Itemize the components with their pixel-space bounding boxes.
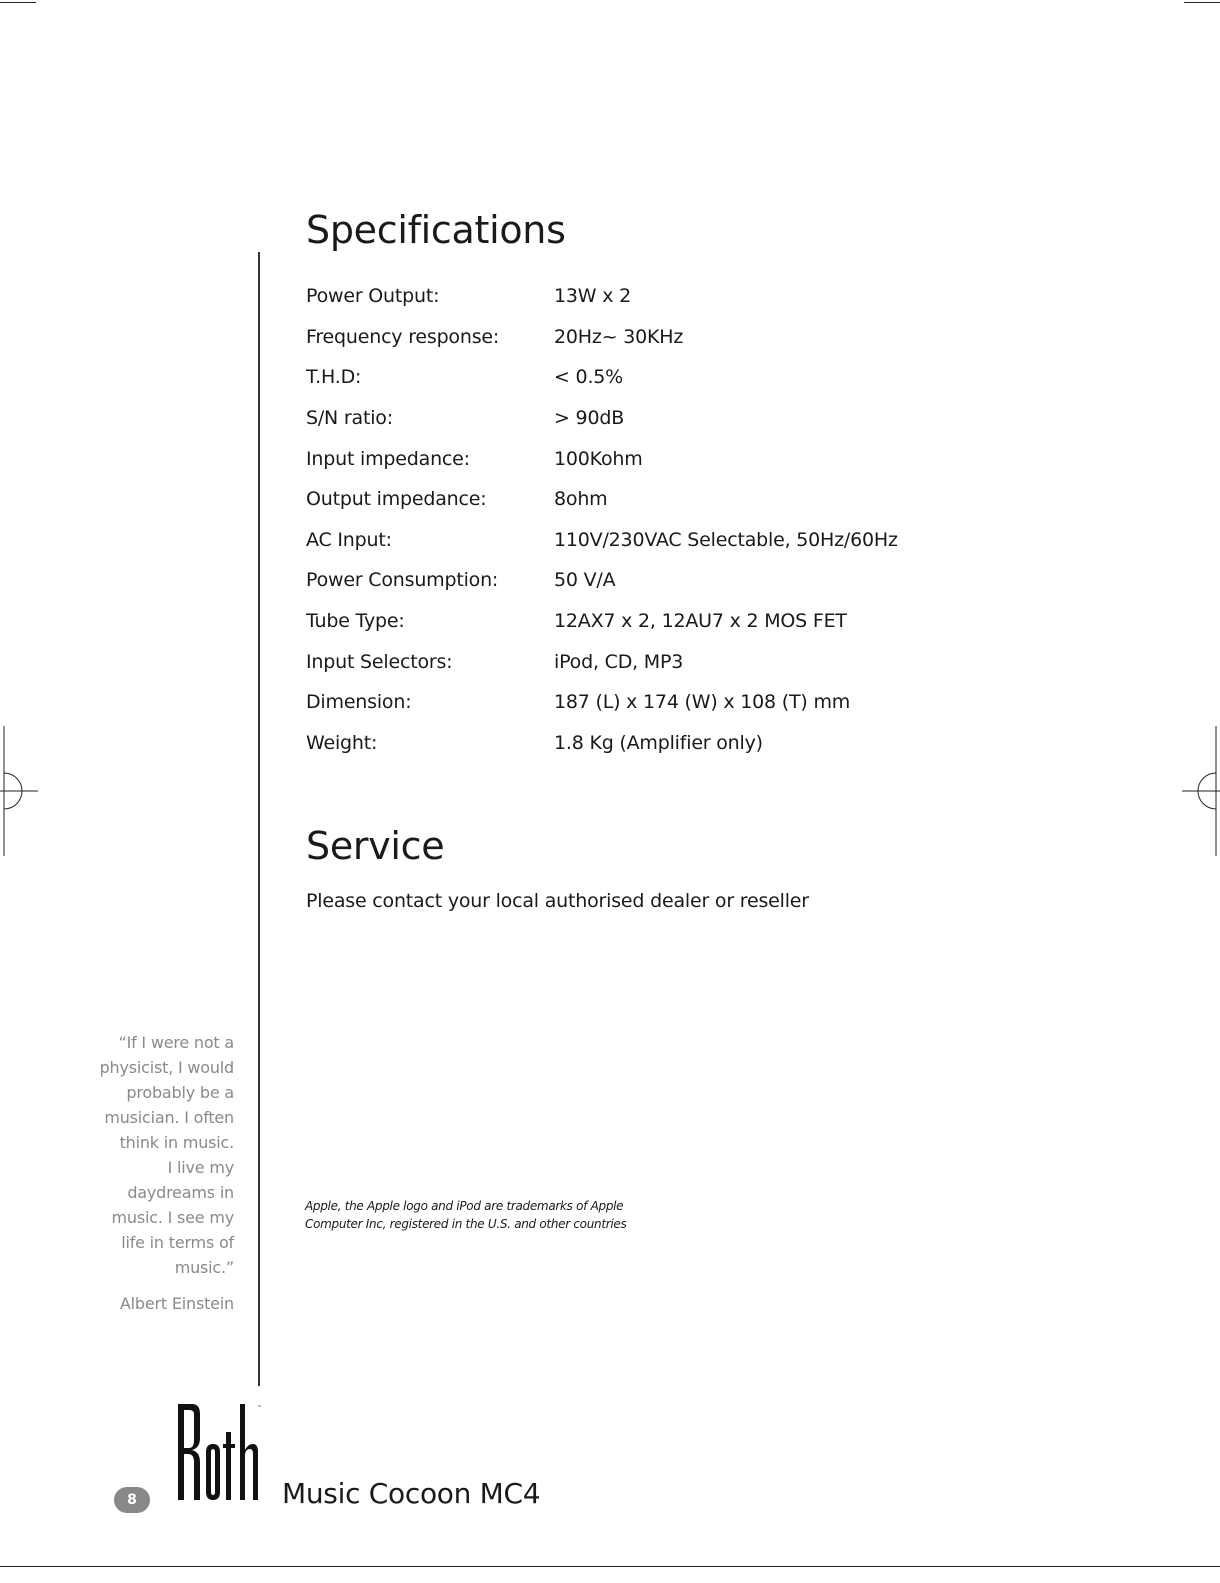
spec-label: Power Output: [306, 285, 440, 308]
trademark-line: Apple, the Apple logo and iPod are trademarks of Apple [305, 1199, 624, 1213]
spec-row [306, 479, 898, 520]
quote-line: life in terms of [121, 1233, 234, 1252]
spec-label: Input impedance: [306, 447, 470, 470]
roth-logo [178, 1404, 262, 1500]
quote-line: music. I see my [111, 1208, 234, 1227]
quote-text [90, 1030, 234, 1280]
registration-mark-left [0, 726, 40, 856]
spec-value: 20Hz~ 30KHz [554, 325, 684, 348]
spec-value: iPod, CD, MP3 [554, 650, 684, 673]
spec-value: 110V/230VAC Selectable, 50Hz/60Hz [554, 528, 898, 551]
crop-mark [0, 1566, 1220, 1567]
spec-label: T.H.D: [306, 366, 362, 389]
spec-value: 1.8 Kg (Amplifier only) [554, 731, 763, 754]
spec-value: 187 (L) x 174 (W) x 108 (T) mm [554, 691, 851, 714]
crop-mark [0, 2, 36, 3]
quote-line: think in music. [119, 1133, 234, 1152]
spec-label: S/N ratio: [306, 407, 393, 430]
spec-row [306, 520, 898, 561]
spec-value: > 90dB [554, 407, 625, 430]
trademark-line: Computer Inc, registered in the U.S. and other countries [305, 1217, 627, 1231]
quote-line: music.” [174, 1258, 234, 1277]
spec-row [306, 682, 898, 723]
spec-row [306, 276, 898, 317]
spec-label: Dimension: [306, 691, 412, 714]
spec-row [306, 601, 898, 642]
crop-mark [1184, 2, 1220, 3]
spec-label: Input Selectors: [306, 650, 453, 673]
einstein-quote [90, 1030, 234, 1316]
vertical-rule [258, 252, 260, 1386]
spec-value: 8ohm [554, 488, 608, 511]
quote-line: I live my [167, 1158, 234, 1177]
spec-label: Power Consumption: [306, 569, 499, 592]
page-number-badge: 8 [114, 1487, 150, 1513]
spec-row [306, 398, 898, 439]
spec-value: 13W x 2 [554, 285, 631, 308]
spec-row [306, 641, 898, 682]
specifications-heading: Specifications [306, 208, 566, 252]
spec-label: Weight: [306, 731, 378, 754]
spec-value: 12AX7 x 2, 12AU7 x 2 MOS FET [554, 610, 847, 633]
spec-row [306, 317, 898, 358]
spec-row [306, 357, 898, 398]
spec-value: 50 V/A [554, 569, 616, 592]
product-name: Music Cocoon MC4 [282, 1477, 541, 1510]
trademark-notice [305, 1197, 635, 1233]
quote-author: Albert Einstein [119, 1294, 234, 1313]
service-heading: Service [306, 824, 445, 868]
svg-text:™: ™ [257, 1405, 262, 1411]
spec-label: Tube Type: [306, 610, 405, 633]
spec-label: Frequency response: [306, 325, 500, 348]
spec-value: 100Kohm [554, 447, 643, 470]
quote-line: musician. I often [104, 1108, 234, 1127]
quote-line: physicist, I would [99, 1058, 234, 1077]
quote-line: “If I were not a [118, 1033, 234, 1052]
spec-row [306, 560, 898, 601]
quote-line: probably be a [126, 1083, 234, 1102]
specifications-table [306, 276, 898, 763]
spec-row [306, 723, 898, 764]
spec-label: Output impedance: [306, 488, 487, 511]
spec-value: < 0.5% [554, 366, 624, 389]
service-text: Please contact your local authorised dealer or reseller [306, 890, 809, 912]
spec-label: AC Input: [306, 528, 392, 551]
spec-row [306, 438, 898, 479]
registration-mark-right [1180, 726, 1220, 856]
quote-line: daydreams in [127, 1183, 234, 1202]
